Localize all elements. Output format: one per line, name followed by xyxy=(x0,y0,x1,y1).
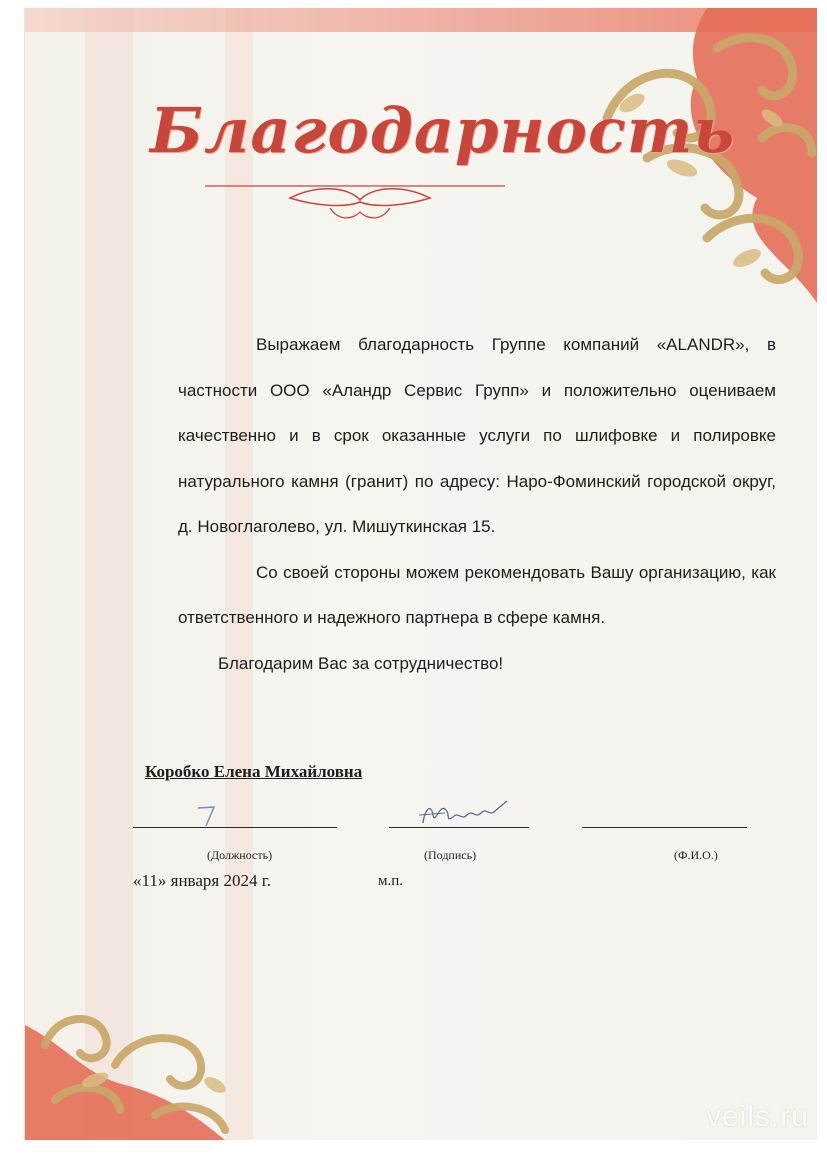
signature-line xyxy=(389,827,529,828)
position-handwritten-mark xyxy=(192,802,222,828)
thanks-line: Благодарим Вас за сотрудничество! xyxy=(218,653,504,673)
document-title: Благодарность xyxy=(150,94,736,167)
handwritten-signature xyxy=(415,795,515,831)
title-flourish xyxy=(180,168,540,228)
body-paragraph-2: Со своей стороны можем рекомендовать Вашу организацию, как ответственного и надежного партнера в сфере камня. xyxy=(178,562,776,627)
letter-body xyxy=(178,322,776,686)
stamp-place-label: м.п. xyxy=(378,873,404,889)
bottom-left-ornament xyxy=(25,1005,250,1140)
position-line xyxy=(133,827,337,828)
full-name-line xyxy=(582,827,747,828)
title-block xyxy=(120,68,736,238)
position-caption: (Должность) xyxy=(207,848,273,862)
body-paragraph-1: Выражаем благодарность Группе компаний «ALANDR», в частности ООО «Аландр Сервис Групп» и положительно оцениваем качественно и в срок оказанные услуги по шлифовке и полировке натурального камня (гранит) по адресу: Наро-Фоминский городской округ, д. Новоглаголево, ул. Мишуткинская 15. xyxy=(178,335,776,536)
issue-date: «11» января 2024 г. xyxy=(133,871,272,890)
full-name-caption: (Ф.И.О.) xyxy=(674,848,718,862)
signature-caption: (Подпись) xyxy=(424,848,477,862)
signatory-name: Коробко Елена Михайловна xyxy=(145,762,363,781)
watermark: veils.ru xyxy=(705,1100,809,1133)
